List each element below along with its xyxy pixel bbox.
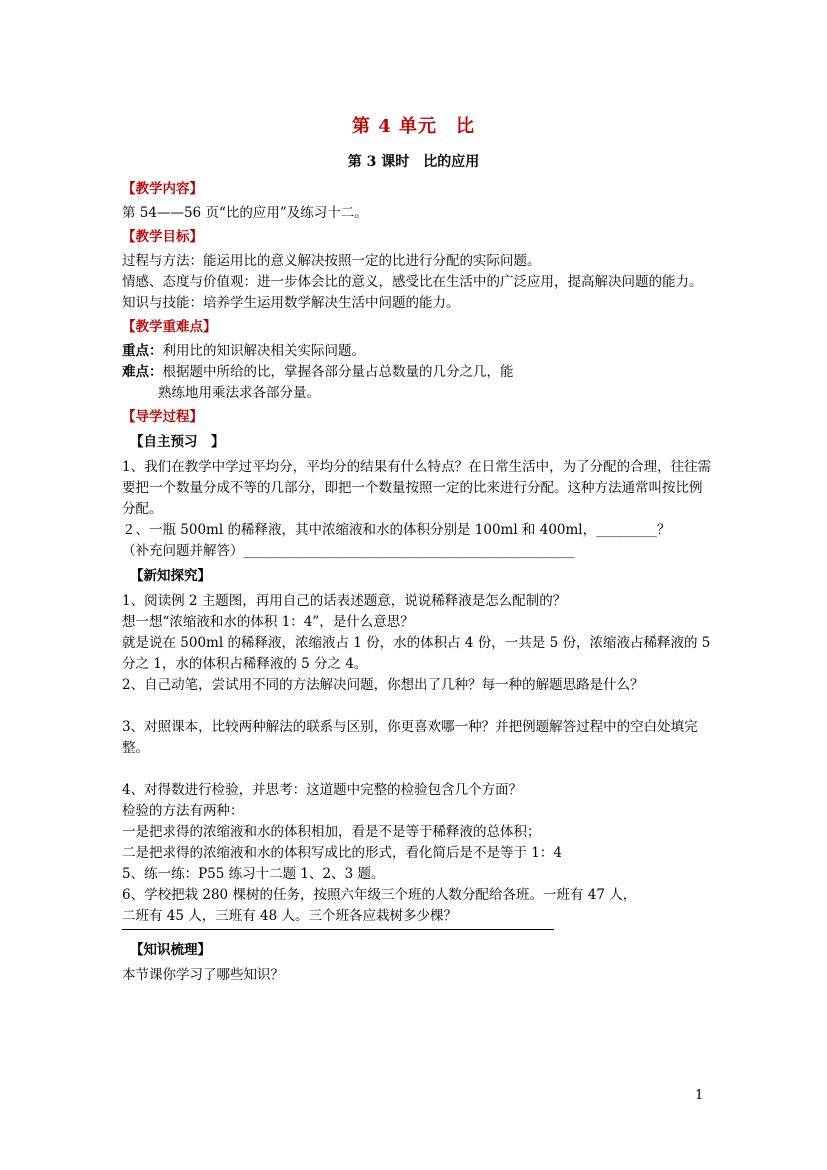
knowledge-summary-text: 本节课你学习了哪些知识？ bbox=[122, 967, 284, 983]
explore-item-4-methods: 检验的方法有两种： bbox=[122, 803, 244, 819]
key-point-text: 利用比的知识解决相关实际问题。 bbox=[162, 343, 365, 359]
explore-item-6: 6、学校把栽 280 棵树的任务，按照六年级三个班的人数分配给各班。一班有 47 人， bbox=[122, 887, 637, 903]
preview-item-1: 1、我们在教学中学过平均分，平均分的结果有什么特点？在日常生活中，为了分配的合理，往往需要把一个数量分成不等的几部分，即把一个数量按照一定的比来进行分配。这种方法通常叫按比例分配。 bbox=[122, 459, 712, 517]
preview-item-2: ２、一瓶 500ml 的稀释液，其中浓缩液和水的体积分别是 100ml 和 400ml，_________？ bbox=[122, 522, 671, 538]
answer-line bbox=[122, 929, 554, 930]
explore-item-1: 1、阅读例 2 主题图，再用自己的话表述题意，说说稀释液是怎么配制的？ bbox=[122, 593, 567, 609]
explore-item-5: 5、练一练：P55 练习十二题 1、2、3 题。 bbox=[122, 866, 385, 882]
guided-process-heading: 【导学过程】 bbox=[122, 409, 203, 425]
lesson-subtitle: 第 3 课时 比的应用 bbox=[347, 154, 480, 170]
preview-item-2-supplement: （补充问题并解答）_________________________________________________ bbox=[122, 543, 575, 559]
knowledge-summary-heading: 【知识梳理】 bbox=[130, 942, 211, 958]
goal-attitude: 情感、态度与价值观：进一步体会比的意义，感受比在生活中的广泛应用，提高解决问题的能力。 bbox=[122, 274, 703, 290]
goal-skills: 知识与技能：培养学生运用数学解决生活中问题的能力。 bbox=[122, 295, 460, 311]
difficulty-text-continued: 熟练地用乘法求各部分量。 bbox=[158, 385, 320, 401]
difficulty-point bbox=[122, 362, 712, 383]
lesson-content bbox=[122, 176, 712, 986]
difficulty-text: 根据题中所给的比，掌握各部分量占总数量的几分之几，能 bbox=[162, 364, 514, 380]
page-number: 1 bbox=[695, 1088, 704, 1103]
explore-item-1-explanation: 就是说在 500ml 的稀释液，浓缩液占 1 份，水的体积占 4 份，一共是 5 份，浓缩液占稀释液的 5 分之 1，水的体积占稀释液的 5 分之 4。 bbox=[122, 635, 711, 672]
key-point bbox=[122, 341, 712, 362]
self-preview-heading: 【自主预习 】 bbox=[130, 434, 225, 450]
teaching-content-text: 第 54——56 页“比的应用”及练习十二。 bbox=[122, 205, 368, 221]
explore-item-4: 4、对得数进行检验，并思考：这道题中完整的检验包含几个方面？ bbox=[122, 782, 523, 798]
explore-item-2: 2、自己动笔，尝试用不同的方法解决问题，你想出了几种？每一种的解题思路是什么？ bbox=[122, 677, 644, 693]
new-knowledge-heading: 【新知探究】 bbox=[130, 568, 211, 584]
goal-process: 过程与方法：能运用比的意义解决按照一定的比进行分配的实际问题。 bbox=[122, 253, 541, 269]
explore-item-6-continued: 二班有 45 人，三班有 48 人。三个班各应栽树多少棵？ bbox=[122, 908, 458, 924]
teaching-content-heading: 【教学内容】 bbox=[122, 181, 203, 197]
difficulty-label: 难点： bbox=[122, 364, 163, 380]
teaching-goals-heading: 【教学目标】 bbox=[122, 229, 203, 245]
key-difficulty-heading: 【教学重难点】 bbox=[122, 319, 217, 335]
explore-item-3: 3、对照课本，比较两种解法的联系与区别，你更喜欢哪一种？并把例题解答过程中的空白处填完整。 bbox=[122, 719, 698, 756]
unit-title: 第 4 单元 比 bbox=[351, 116, 476, 137]
explore-item-4-method-1: 一是把求得的浓缩液和水的体积相加，看是不是等于稀释液的总体积； bbox=[122, 824, 541, 840]
explore-item-1-question: 想一想“浓缩液和水的体积 1：4”，是什么意思？ bbox=[122, 614, 414, 630]
explore-item-4-method-2: 二是把求得的浓缩液和水的体积写成比的形式，看化简后是不是等于 1：4 bbox=[122, 845, 562, 861]
blank-space bbox=[122, 759, 712, 780]
blank-space bbox=[122, 696, 712, 717]
key-point-label: 重点： bbox=[122, 343, 163, 359]
